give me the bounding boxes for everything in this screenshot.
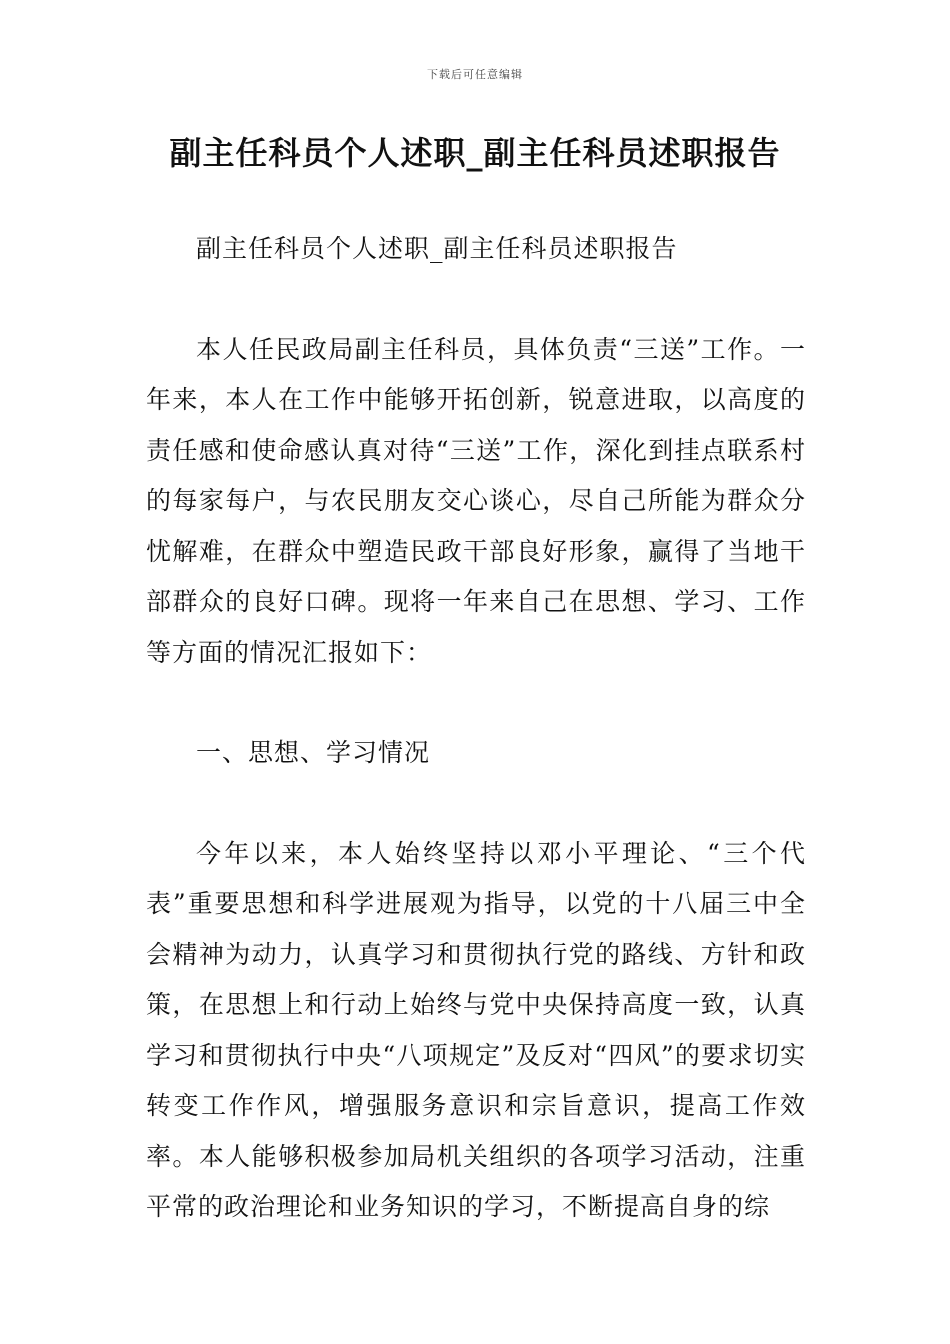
paragraph-gap <box>146 779 806 829</box>
document-body <box>146 224 806 1233</box>
paragraph-gap <box>146 678 806 728</box>
subtitle-paragraph: 副主任科员个人述职_副主任科员述职报告 <box>196 234 678 263</box>
section-paragraph: 今年以来，本人始终坚持以邓小平理论、“三个代表”重要思想和科学进展观为指导，以党的十八届三中全会精神为动力，认真学习和贯彻执行党的路线、方针和政策，在思想上和行动上始终与党中央保持高度一致，认真学习和贯彻执行中央“八项规定”及反对“四风”的要求切实转变工作作风，增强服务意识和宗旨意识，提高工作效率。本人能够积极参加局机关组织的各项学习活动，注重平常的政治理论和业务知识的学习，不断提高自身的综 <box>146 838 806 1221</box>
document-title: 副主任科员个人述职_副主任科员述职报告 <box>169 134 781 172</box>
header-note: 下载后可任意编辑 <box>427 68 523 81</box>
paragraph-gap <box>146 275 806 325</box>
intro-paragraph: 本人任民政局副主任科员，具体负责“三送”工作。一年来，本人在工作中能够开拓创新，锐意进取，以高度的责任感和使命感认真对待“三送”工作，深化到挂点联系村的每家每户，与农民朋友交心谈心，尽自己所能为群众分忧解难，在群众中塑造民政干部良好形象，赢得了当地干部群众的良好口碑。现将一年来自己在思想、学习、工作等方面的情况汇报如下： <box>146 334 806 667</box>
section-heading: 一、思想、学习情况 <box>196 738 431 767</box>
